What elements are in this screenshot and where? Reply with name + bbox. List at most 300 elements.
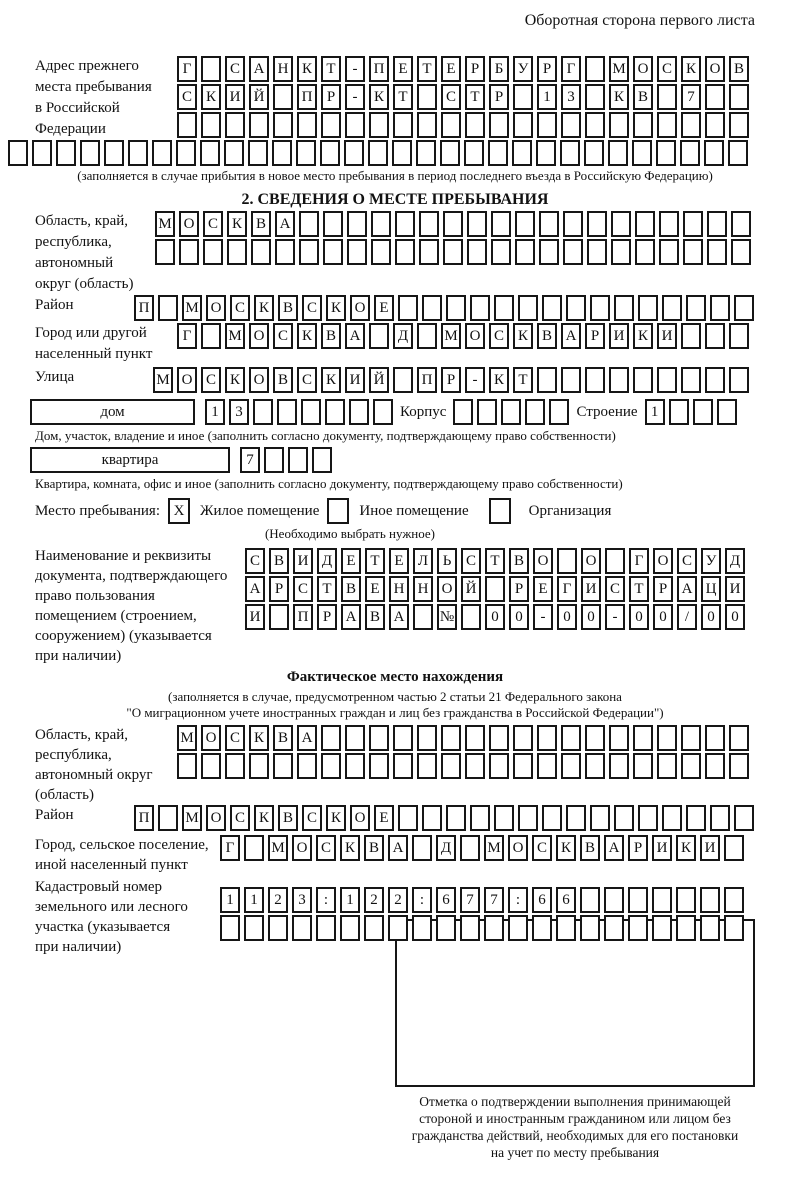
char-box: С xyxy=(302,295,322,321)
char-box xyxy=(494,295,514,321)
char-box xyxy=(585,56,605,82)
char-box: Й xyxy=(369,367,389,393)
char-box: И xyxy=(293,548,313,574)
char-box xyxy=(244,835,264,861)
char-box xyxy=(681,725,701,751)
char-box xyxy=(557,548,577,574)
label-line: на учет по месту пребывания xyxy=(490,1145,660,1160)
char-box xyxy=(683,211,703,237)
char-box: П xyxy=(134,805,154,831)
document-boxes-row-3 xyxy=(245,604,755,630)
char-box xyxy=(513,112,533,138)
label-line: республика, xyxy=(35,747,112,763)
char-box xyxy=(563,211,583,237)
char-box: И xyxy=(345,367,365,393)
char-box xyxy=(224,140,244,166)
char-box xyxy=(604,887,624,913)
char-box: К xyxy=(326,295,346,321)
char-box: И xyxy=(225,84,245,110)
char-box xyxy=(443,239,463,265)
char-box xyxy=(325,399,345,425)
char-box xyxy=(200,140,220,166)
char-box xyxy=(662,805,682,831)
label-line: населенный пункт xyxy=(35,346,153,362)
char-box xyxy=(704,140,724,166)
char-box xyxy=(345,112,365,138)
char-box: Е xyxy=(374,295,394,321)
char-box: И xyxy=(725,576,745,602)
char-box xyxy=(681,323,701,349)
char-box xyxy=(657,753,677,779)
char-box: А xyxy=(341,604,361,630)
char-box: Р xyxy=(465,56,485,82)
char-box xyxy=(608,140,628,166)
char-box xyxy=(373,399,393,425)
char-box: 6 xyxy=(436,887,456,913)
prev-address-boxes-row-2 xyxy=(177,84,755,110)
char-box: Р xyxy=(653,576,673,602)
char-box: В xyxy=(278,295,298,321)
char-box xyxy=(681,753,701,779)
char-box: 7 xyxy=(484,887,504,913)
label-line: стороной и иностранным гражданином или лицом без xyxy=(419,1111,731,1126)
char-box xyxy=(416,140,436,166)
char-box xyxy=(633,725,653,751)
label-line: автономный xyxy=(35,255,114,271)
char-box: С xyxy=(230,805,250,831)
char-box xyxy=(177,112,197,138)
char-box xyxy=(347,239,367,265)
char-box: С xyxy=(201,367,221,393)
label-line: право пользования xyxy=(35,588,155,604)
char-box xyxy=(464,140,484,166)
char-box: А xyxy=(297,725,317,751)
char-box: 0 xyxy=(725,604,745,630)
label-line: при наличии) xyxy=(35,939,122,955)
actual-region-boxes-row-1 xyxy=(177,725,755,751)
char-box: 6 xyxy=(556,887,576,913)
label-line: Отметка о подтверждении выполнения принимающей xyxy=(419,1094,731,1109)
char-box: К xyxy=(681,56,701,82)
char-box: 0 xyxy=(485,604,505,630)
char-box xyxy=(657,367,677,393)
char-box: Г xyxy=(557,576,577,602)
char-box xyxy=(587,239,607,265)
char-box: Р xyxy=(321,84,341,110)
char-box xyxy=(412,835,432,861)
label-line: Адрес прежнего xyxy=(35,58,139,74)
char-box: Н xyxy=(413,576,433,602)
actual-location-note-1: (заполняется в случае, предусмотренном частью 2 статьи 21 Федерального закона xyxy=(168,689,622,704)
char-box xyxy=(659,211,679,237)
char-box xyxy=(8,140,28,166)
char-box: М xyxy=(182,805,202,831)
char-box: О xyxy=(249,323,269,349)
char-box xyxy=(705,725,725,751)
district-block xyxy=(35,295,755,323)
char-box: 2 xyxy=(268,887,288,913)
char-box: Т xyxy=(417,56,437,82)
label-line: документа, подтверждающего xyxy=(35,568,228,584)
char-box xyxy=(268,915,288,941)
char-box xyxy=(443,211,463,237)
char-box xyxy=(681,112,701,138)
char-box: В xyxy=(278,805,298,831)
char-box: К xyxy=(249,725,269,751)
prev-address-block xyxy=(35,56,755,140)
char-box xyxy=(508,915,528,941)
char-box xyxy=(417,753,437,779)
char-box xyxy=(388,915,408,941)
char-box xyxy=(273,112,293,138)
label-line: Город или другой xyxy=(35,325,147,341)
char-box: К xyxy=(513,323,533,349)
char-box: М xyxy=(153,367,173,393)
char-box xyxy=(220,915,240,941)
char-box xyxy=(705,323,725,349)
char-box xyxy=(395,211,415,237)
char-box xyxy=(561,112,581,138)
char-box xyxy=(656,140,676,166)
district-boxes xyxy=(134,295,755,321)
label-line: места пребывания xyxy=(35,79,152,95)
char-box xyxy=(609,367,629,393)
region-boxes-row-1 xyxy=(155,211,755,237)
char-box xyxy=(321,725,341,751)
char-box: 7 xyxy=(681,84,701,110)
checkbox-residential: X xyxy=(168,498,190,524)
char-box: С xyxy=(225,725,245,751)
char-box: А xyxy=(604,835,624,861)
char-box xyxy=(693,399,713,425)
option-other-premises-label: Иное помещение xyxy=(359,502,469,519)
char-box xyxy=(537,725,557,751)
char-box xyxy=(609,112,629,138)
char-box: О xyxy=(206,295,226,321)
option-organization-label: Организация xyxy=(528,502,612,519)
char-box xyxy=(470,805,490,831)
char-box xyxy=(633,112,653,138)
char-box xyxy=(158,805,178,831)
char-box xyxy=(393,367,413,393)
char-box: Г xyxy=(220,835,240,861)
char-box: О xyxy=(581,548,601,574)
char-box xyxy=(556,915,576,941)
label-line: (область) xyxy=(35,787,94,803)
char-box xyxy=(393,725,413,751)
char-box xyxy=(566,295,586,321)
checkbox-other-premises xyxy=(327,498,349,524)
char-box xyxy=(717,399,737,425)
char-box xyxy=(323,239,343,265)
char-box: О xyxy=(465,323,485,349)
char-box xyxy=(441,112,461,138)
char-box: - xyxy=(465,367,485,393)
char-box xyxy=(501,399,521,425)
char-box: А xyxy=(249,56,269,82)
char-box: М xyxy=(155,211,175,237)
char-box: С xyxy=(293,576,313,602)
char-box: 1 xyxy=(645,399,665,425)
char-box xyxy=(707,239,727,265)
char-box: О xyxy=(705,56,725,82)
char-box: 0 xyxy=(701,604,721,630)
char-box xyxy=(705,753,725,779)
char-box: Е xyxy=(393,56,413,82)
char-box: Е xyxy=(533,576,553,602)
char-box: Т xyxy=(365,548,385,574)
char-box xyxy=(542,805,562,831)
char-box xyxy=(128,140,148,166)
char-box xyxy=(515,211,535,237)
char-box xyxy=(249,112,269,138)
char-box: 0 xyxy=(653,604,673,630)
page-header: Оборотная сторона первого листа xyxy=(524,12,755,29)
house-row xyxy=(30,399,755,425)
prev-address-boxes-row-4 xyxy=(8,140,755,166)
char-box xyxy=(729,323,749,349)
char-box: С xyxy=(657,56,677,82)
char-box: Ц xyxy=(701,576,721,602)
char-box: М xyxy=(177,725,197,751)
char-box xyxy=(158,295,178,321)
char-box: И xyxy=(609,323,629,349)
char-box xyxy=(633,367,653,393)
char-box: 1 xyxy=(537,84,557,110)
checkbox-organization xyxy=(489,498,511,524)
char-box: В xyxy=(365,604,385,630)
char-box xyxy=(680,140,700,166)
char-box xyxy=(201,323,221,349)
char-box xyxy=(413,604,433,630)
char-box: К xyxy=(326,805,346,831)
char-box xyxy=(585,84,605,110)
char-box xyxy=(590,295,610,321)
char-box xyxy=(638,805,658,831)
char-box xyxy=(729,112,749,138)
char-box xyxy=(467,239,487,265)
char-box: 2 xyxy=(364,887,384,913)
char-box xyxy=(638,295,658,321)
char-box: № xyxy=(437,604,457,630)
char-box xyxy=(299,211,319,237)
char-box: П xyxy=(293,604,313,630)
char-box xyxy=(465,753,485,779)
document-label xyxy=(35,546,245,666)
char-box xyxy=(422,805,442,831)
city-label xyxy=(35,323,177,365)
char-box xyxy=(347,211,367,237)
char-box xyxy=(155,239,175,265)
char-box xyxy=(364,915,384,941)
char-box xyxy=(203,239,223,265)
stay-place-label: Место пребывания: xyxy=(35,502,160,519)
char-box xyxy=(441,753,461,779)
char-box xyxy=(392,140,412,166)
char-box: В xyxy=(580,835,600,861)
char-box: Е xyxy=(365,576,385,602)
char-box xyxy=(662,295,682,321)
char-box: : xyxy=(412,887,432,913)
char-box xyxy=(566,805,586,831)
char-box: О xyxy=(350,805,370,831)
char-box xyxy=(176,140,196,166)
char-box: 0 xyxy=(509,604,529,630)
char-box xyxy=(729,84,749,110)
char-box xyxy=(371,211,391,237)
char-box xyxy=(710,805,730,831)
char-box xyxy=(485,576,505,602)
char-box: К xyxy=(201,84,221,110)
char-box: С xyxy=(316,835,336,861)
char-box xyxy=(436,915,456,941)
char-box: И xyxy=(657,323,677,349)
char-box xyxy=(249,753,269,779)
char-box: П xyxy=(417,367,437,393)
char-box xyxy=(585,753,605,779)
char-box xyxy=(494,805,514,831)
cadastral-boxes-row-1 xyxy=(220,887,755,913)
char-box: Й xyxy=(461,576,481,602)
char-box: И xyxy=(652,835,672,861)
char-box: Р xyxy=(489,84,509,110)
char-box xyxy=(561,725,581,751)
char-box xyxy=(299,239,319,265)
char-box xyxy=(244,915,264,941)
char-box: К xyxy=(254,295,274,321)
char-box xyxy=(288,447,308,473)
char-box xyxy=(440,140,460,166)
actual-district-block xyxy=(35,805,755,833)
char-box: Т xyxy=(629,576,649,602)
char-box: - xyxy=(345,84,365,110)
char-box xyxy=(659,239,679,265)
char-box: К xyxy=(489,367,509,393)
char-box xyxy=(676,887,696,913)
stroenie-boxes xyxy=(645,399,737,425)
char-box: О xyxy=(206,805,226,831)
char-box xyxy=(609,725,629,751)
char-box: В xyxy=(537,323,557,349)
char-box: К xyxy=(321,367,341,393)
char-box xyxy=(652,887,672,913)
char-box: 0 xyxy=(581,604,601,630)
char-box xyxy=(676,915,696,941)
char-box: С xyxy=(230,295,250,321)
char-box xyxy=(561,367,581,393)
char-box: К xyxy=(369,84,389,110)
char-box: С xyxy=(273,323,293,349)
char-box xyxy=(549,399,569,425)
char-box: 3 xyxy=(229,399,249,425)
char-box xyxy=(56,140,76,166)
char-box: Н xyxy=(389,576,409,602)
char-box xyxy=(700,915,720,941)
char-box xyxy=(491,211,511,237)
char-box xyxy=(633,753,653,779)
label-line: Кадастровый номер xyxy=(35,879,162,895)
char-box xyxy=(345,753,365,779)
char-box: П xyxy=(369,56,389,82)
actual-region-boxes-row-2 xyxy=(177,753,755,779)
char-box: Т xyxy=(513,367,533,393)
char-box xyxy=(371,239,391,265)
char-box xyxy=(537,753,557,779)
char-box: В xyxy=(509,548,529,574)
char-box xyxy=(635,239,655,265)
char-box: 1 xyxy=(220,887,240,913)
char-box xyxy=(585,367,605,393)
street-block xyxy=(35,367,755,395)
char-box xyxy=(412,915,432,941)
char-box: 1 xyxy=(340,887,360,913)
cadastral-boxes-row-2 xyxy=(220,915,755,941)
char-box xyxy=(417,323,437,349)
char-box xyxy=(513,725,533,751)
char-box xyxy=(614,295,634,321)
char-box xyxy=(419,211,439,237)
char-box xyxy=(532,915,552,941)
char-box xyxy=(686,295,706,321)
char-box xyxy=(728,140,748,166)
street-boxes xyxy=(153,367,755,393)
char-box xyxy=(417,112,437,138)
char-box xyxy=(225,753,245,779)
char-box: С xyxy=(441,84,461,110)
char-box: Р xyxy=(628,835,648,861)
char-box: 1 xyxy=(205,399,225,425)
char-box xyxy=(467,211,487,237)
char-box xyxy=(321,753,341,779)
char-box: - xyxy=(605,604,625,630)
label-line: при наличии) xyxy=(35,648,122,664)
char-box xyxy=(710,295,730,321)
char-box xyxy=(587,211,607,237)
char-box xyxy=(585,112,605,138)
char-box xyxy=(470,295,490,321)
char-box: 3 xyxy=(292,887,312,913)
char-box: О xyxy=(653,548,673,574)
char-box: 2 xyxy=(388,887,408,913)
char-box xyxy=(273,84,293,110)
char-box xyxy=(227,239,247,265)
char-box: К xyxy=(609,84,629,110)
char-box xyxy=(580,887,600,913)
char-box xyxy=(731,239,751,265)
char-box: - xyxy=(345,56,365,82)
char-box xyxy=(446,805,466,831)
char-box: А xyxy=(389,604,409,630)
char-box: : xyxy=(508,887,528,913)
char-box xyxy=(536,140,556,166)
char-box: В xyxy=(321,323,341,349)
label-line: Город, сельское поселение, xyxy=(35,837,209,853)
char-box xyxy=(368,140,388,166)
char-box xyxy=(724,835,744,861)
char-box: С xyxy=(177,84,197,110)
char-box xyxy=(705,112,725,138)
char-box: С xyxy=(605,576,625,602)
char-box: В xyxy=(273,367,293,393)
char-box xyxy=(296,140,316,166)
char-box xyxy=(264,447,284,473)
city-block xyxy=(35,323,755,365)
document-boxes-row-1 xyxy=(245,548,755,574)
char-box: В xyxy=(633,84,653,110)
stay-place-note: (Необходимо выбрать нужное) xyxy=(264,526,436,541)
char-box: А xyxy=(677,576,697,602)
char-box: Г xyxy=(177,323,197,349)
